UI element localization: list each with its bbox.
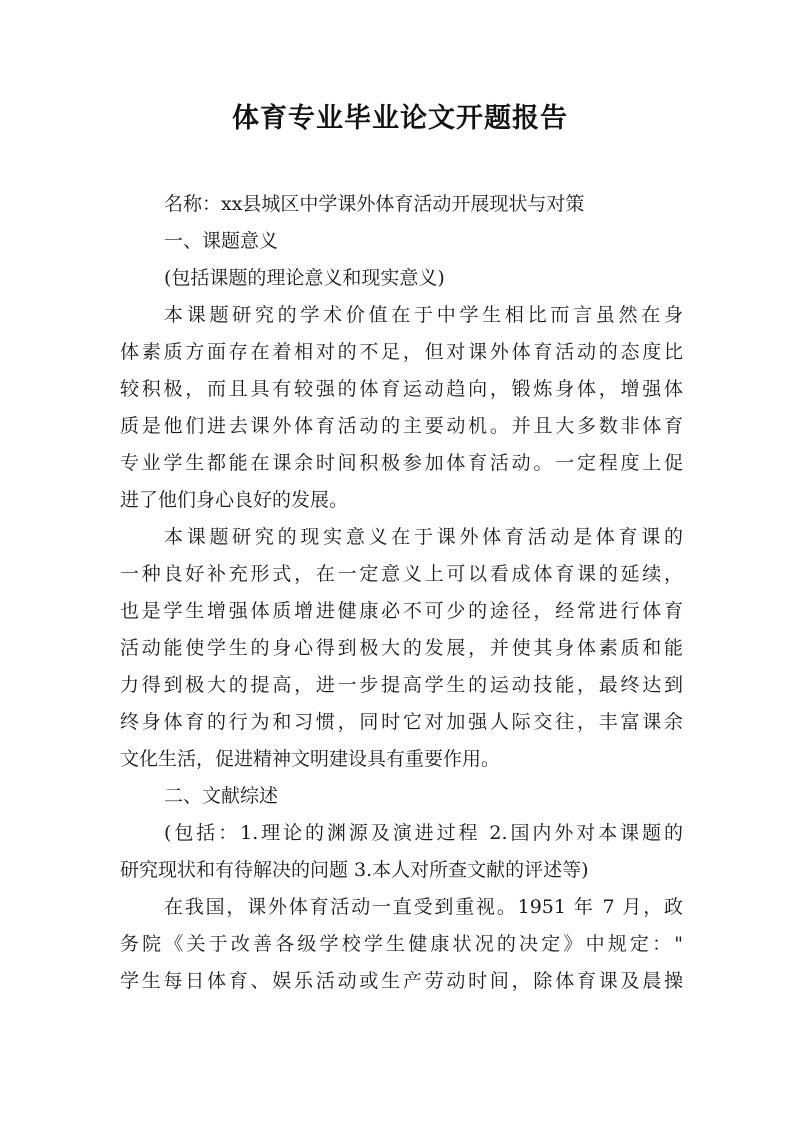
paragraph-line: 较积极，而且具有较强的体育运动趋向，锻炼身体，增强体 [120, 378, 683, 400]
paragraph-line: 文化生活，促进精神文明建设具有重要作用。 [120, 748, 501, 770]
paragraph-line: 学生每日体育、娱乐活动或生产劳动时间，除体育课及晨操 [120, 970, 683, 992]
document-body [120, 186, 683, 1000]
paragraph-line: 质是他们进去课外体育活动的主要动机。并且大多数非体育 [120, 415, 683, 437]
paragraph-line: 名称：xx县城区中学课外体育活动开展现状与对策 [164, 193, 585, 215]
paragraph-line: 在我国，课外体育活动一直受到重视。1951 年 7 月，政 [164, 896, 683, 918]
paragraph-line: 专业学生都能在课余时间积极参加体育活动。一定程度上促 [120, 452, 683, 474]
paragraph-line: (包括：1.理论的渊源及演进过程 2.国内外对本课题的 [164, 822, 683, 844]
paragraph-line: 本课题研究的现实意义在于课外体育活动是体育课的 [164, 526, 683, 548]
paragraph-line: (包括课题的理论意义和现实意义) [164, 267, 445, 289]
section-heading: 二、文献综述 [164, 785, 279, 807]
paragraph-line: 力得到极大的提高，进一步提高学生的运动技能，最终达到 [120, 674, 683, 696]
paragraph-line: 进了他们身心良好的发展。 [120, 489, 349, 511]
paragraph-line: 本课题研究的学术价值在于中学生相比而言虽然在身 [164, 304, 683, 326]
paragraph-line: 一种良好补充形式，在一定意义上可以看成体育课的延续， [120, 563, 683, 585]
paragraph-line: 终身体育的行为和习惯，同时它对加强人际交往，丰富课余 [120, 711, 683, 733]
document-title: 体育专业毕业论文开题报告 [232, 103, 568, 134]
paragraph-line: 研究现状和有待解决的问题 3.本人对所查文献的评述等) [120, 859, 589, 881]
paragraph-line: 体素质方面存在着相对的不足，但对课外体育活动的态度比 [120, 341, 683, 363]
paragraph-line: 也是学生增强体质增进健康必不可少的途径，经常进行体育 [120, 600, 683, 622]
section-heading: 一、课题意义 [164, 230, 279, 252]
paragraph-line: 务院《关于改善各级学校学生健康状况的决定》中规定：" [120, 933, 683, 955]
paragraph-line: 活动能使学生的身心得到极大的发展，并使其身体素质和能 [120, 637, 683, 659]
